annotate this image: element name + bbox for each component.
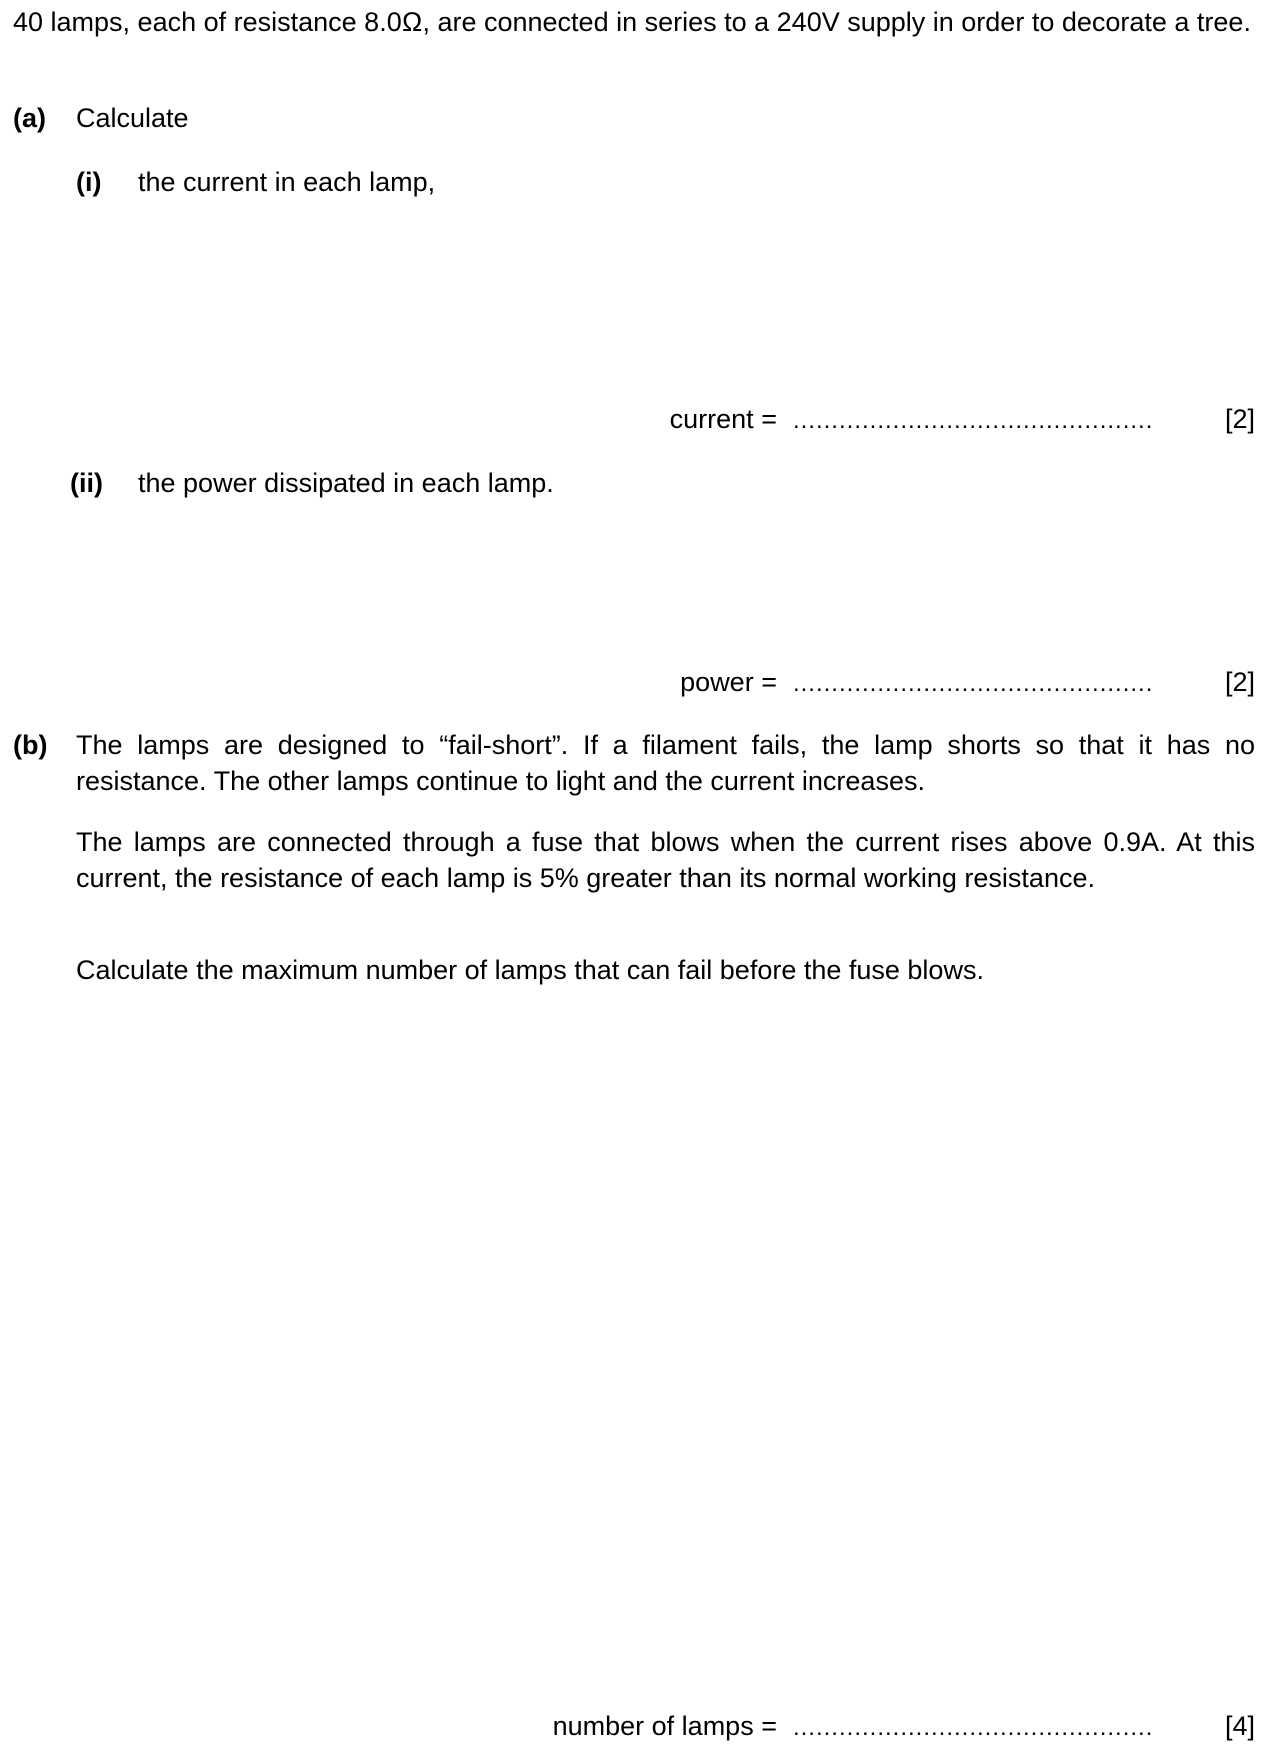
current-answer-label: current =	[669, 404, 777, 434]
power-answer-line	[680, 664, 1255, 702]
sub-i-text: the current in each lamp,	[138, 167, 436, 197]
part-a-label: (a)	[13, 103, 46, 133]
sub-ii-text: the power dissipated in each lamp.	[138, 468, 554, 498]
lamps-marks: [4]	[1224, 1711, 1255, 1741]
lamps-answer-field[interactable]: ...............................................	[792, 1714, 1154, 1741]
part-b-paragraph-1: The lamps are designed to “fail-short”. If a filament fails, the lamp shorts so that it has no resistance. The other lamps continue to light and the current increases.	[76, 730, 1255, 796]
power-answer-field[interactable]: ...............................................	[792, 670, 1154, 697]
sub-ii-label: (ii)	[70, 468, 103, 498]
current-answer-line	[670, 401, 1255, 439]
question-intro: 40 lamps, each of resistance 8.0Ω, are connected in series to a 240V supply in order to decorate a tree.	[13, 7, 1251, 37]
power-answer-label: power =	[680, 667, 777, 697]
part-b-paragraph-2: The lamps are connected through a fuse that blows when the current rises above 0.9A. At this current, the resistance of each lamp is 5% greater than its normal working resistance.	[76, 827, 1255, 893]
power-marks: [2]	[1224, 667, 1255, 697]
part-b-label: (b)	[13, 730, 48, 760]
current-marks: [2]	[1224, 404, 1255, 434]
lamps-answer-line	[553, 1708, 1255, 1746]
part-a-text: Calculate	[76, 103, 189, 133]
part-b-paragraph-3: Calculate the maximum number of lamps that can fail before the fuse blows.	[76, 955, 984, 985]
current-answer-field[interactable]: ...............................................	[792, 407, 1154, 434]
sub-i-label: (i)	[76, 167, 102, 197]
lamps-answer-label: number of lamps =	[552, 1711, 777, 1741]
